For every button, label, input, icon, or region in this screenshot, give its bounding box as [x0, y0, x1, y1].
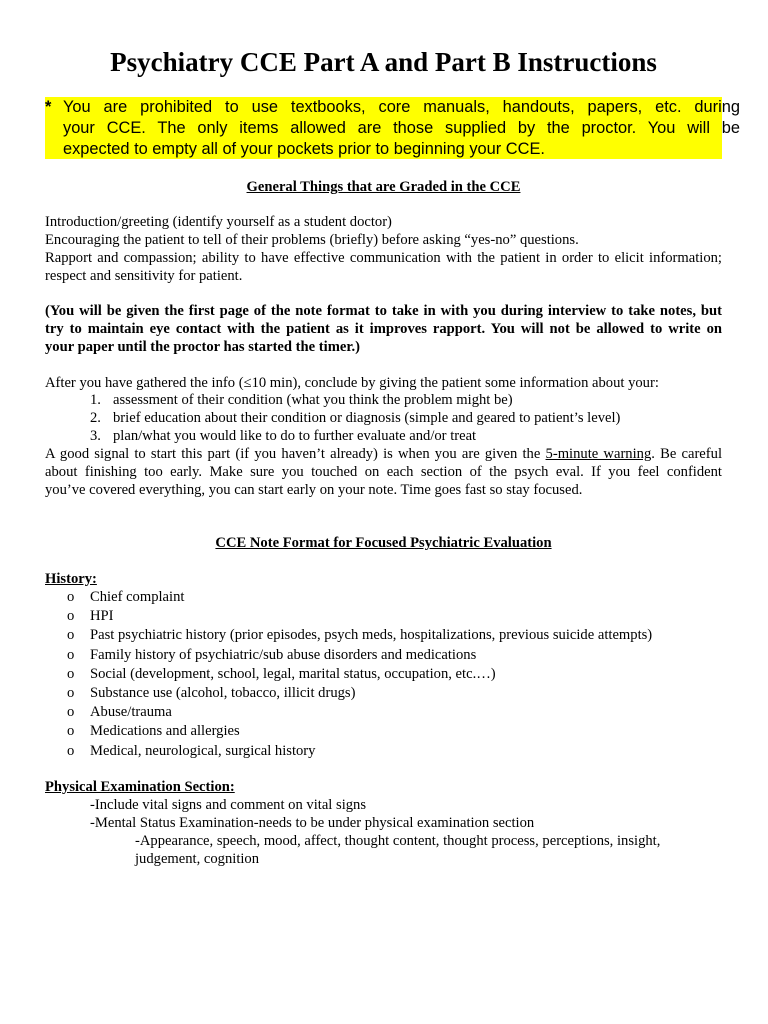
numbered-item-text: brief education about their condition or diagnosis (simple and geared to patient’s level): [113, 410, 621, 426]
warning-asterisk: *: [45, 98, 52, 116]
warning-line-2: your CCE. The only items allowed are those supplied by the proctor. You will be: [63, 119, 740, 137]
history-bullet: o: [67, 742, 75, 759]
history-item: Family history of psychiatric/sub abuse disorders and medications: [90, 646, 477, 663]
warning-line-3: expected to empty all of your pockets prior to beginning your CCE.: [63, 140, 545, 158]
history-bullet: o: [67, 646, 75, 663]
history-item: Abuse/trauma: [90, 704, 172, 721]
history-bullet: o: [67, 627, 75, 644]
note-instruction-line: try to maintain eye contact with the patient as it improves rapport. You will not be allowed to write on: [45, 321, 722, 337]
history-item: HPI: [90, 608, 114, 625]
signal-text: A good signal to start this part (if you haven’t already) is when you are given the: [45, 446, 541, 462]
graded-heading: General Things that are Graded in the CCE: [246, 179, 521, 195]
warning-line-1: You are prohibited to use textbooks, core manuals, handouts, papers, etc. during: [63, 98, 740, 116]
history-item: Past psychiatric history (prior episodes, psych meds, hospitalizations, previous suicide attempts): [90, 627, 653, 644]
graded-line: respect and sensitivity for patient.: [45, 268, 243, 284]
history-item: Medications and allergies: [90, 723, 240, 740]
five-minute-warning: 5-minute warning: [545, 446, 652, 462]
signal-line-3: you’ve covered everything, you can start early on your note. Time goes fast so stay focused.: [45, 482, 583, 498]
note-instruction-line: your paper until the proctor has started the timer.): [45, 339, 360, 355]
mse-line: -Appearance, speech, mood, affect, thought content, thought process, perceptions, insight,: [135, 833, 661, 849]
history-item: Chief complaint: [90, 589, 185, 605]
history-bullet: o: [67, 685, 75, 701]
physical-exam-line: -Mental Status Examination-needs to be under physical examination section: [90, 815, 535, 831]
numbered-item-number: 1.: [90, 392, 101, 408]
graded-line: Encouraging the patient to tell of their problems (briefly) before asking “yes-no” questions.: [45, 232, 579, 248]
numbered-item-number: 2.: [90, 410, 101, 426]
history-item: Social (development, school, legal, marital status, occupation, etc.…): [90, 665, 496, 682]
numbered-item-number: 3.: [90, 428, 101, 444]
history-heading: History:: [45, 571, 97, 587]
page-title: Psychiatry CCE Part A and Part B Instructions: [110, 47, 657, 77]
physical-exam-line: -Include vital signs and comment on vital signs: [90, 797, 367, 813]
signal-line-2: about finishing too early. Make sure you touched on each section of the psych eval. If you feel confident: [45, 464, 722, 480]
history-bullet: o: [67, 608, 75, 625]
note-instruction-line: (You will be given the first page of the note format to take in with you during interview to take notes, but: [45, 303, 722, 319]
history-bullet: o: [67, 665, 75, 682]
conclusion-intro: After you have gathered the info (≤10 min), conclude by giving the patient some information about your:: [45, 375, 659, 391]
mse-line: judgement, cognition: [135, 851, 260, 867]
signal-line: [45, 445, 722, 463]
numbered-item-text: plan/what you would like to do to further evaluate and/or treat: [113, 428, 477, 444]
graded-line: Introduction/greeting (identify yourself as a student doctor): [45, 214, 392, 230]
history-bullet: o: [67, 704, 75, 721]
prohibited-items-warning: [45, 97, 740, 159]
graded-line: Rapport and compassion; ability to have effective communication with the patient in order to elicit information;: [45, 250, 722, 266]
note-format-heading: CCE Note Format for Focused Psychiatric Evaluation: [215, 535, 552, 551]
physical-exam-heading: Physical Examination Section:: [45, 779, 235, 795]
history-item: Medical, neurological, surgical history: [90, 742, 316, 759]
history-bullet: o: [67, 723, 75, 740]
numbered-item-text: assessment of their condition (what you think the problem might be): [113, 392, 513, 408]
history-item: Substance use (alcohol, tobacco, illicit drugs): [90, 685, 356, 701]
signal-text-end: . Be careful: [651, 446, 722, 462]
history-bullet: o: [67, 589, 75, 605]
